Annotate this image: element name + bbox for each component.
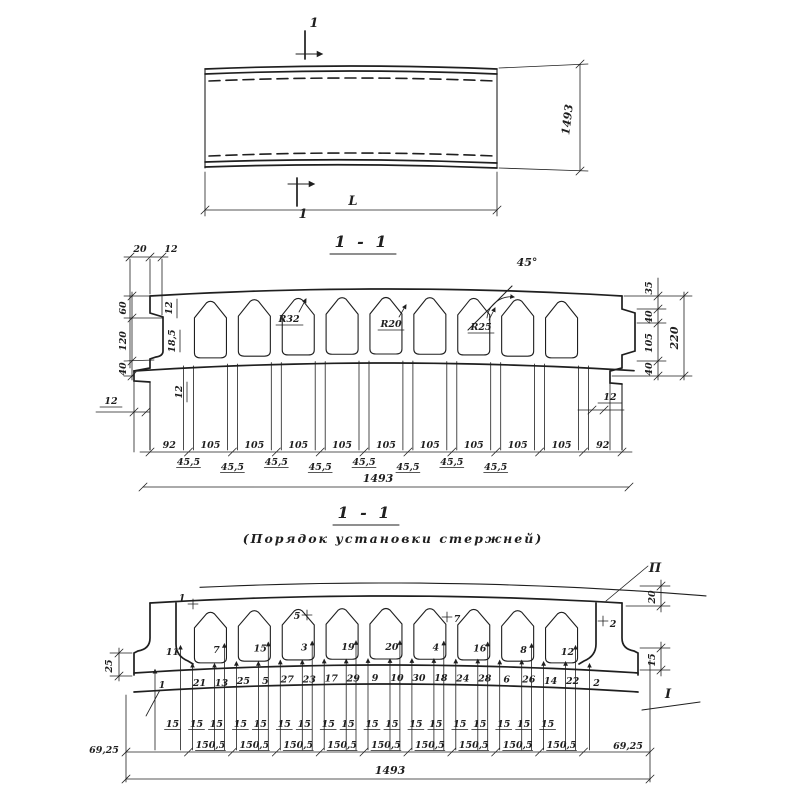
rod-number: 26 — [522, 674, 536, 686]
void-hole — [194, 612, 226, 663]
rod-number-raised: 15 — [253, 643, 267, 655]
dim-105: 105 — [507, 440, 528, 451]
dim-45-5: 45,5 — [220, 462, 244, 473]
dim-12-rib: 12 — [164, 301, 175, 315]
dim-40-r1: 40 — [644, 310, 655, 324]
rod-number: 13 — [214, 677, 229, 689]
radius-r32: R32 — [278, 314, 300, 325]
dim-15: 15 — [385, 719, 399, 730]
dim-105: 105 — [288, 440, 309, 451]
dim-45-5: 45,5 — [264, 457, 288, 468]
dim-18-5: 18,5 — [167, 329, 178, 353]
void-hole — [502, 611, 534, 662]
dim-105: 92 — [162, 440, 176, 451]
dim-20-right: 20 — [647, 590, 658, 604]
dim-105-r: 105 — [644, 333, 655, 353]
dim-150-5: 150,5 — [414, 740, 445, 751]
rod-number-raised: 19 — [341, 642, 355, 654]
dim-12-rib-bottom: 12 — [174, 385, 185, 399]
rod-number: 25 — [236, 675, 251, 687]
top-marker-1: 1 — [178, 593, 186, 604]
dim-105: 105 — [332, 440, 353, 451]
dim-45-5: 45,5 — [352, 457, 376, 468]
plan-view — [201, 16, 588, 222]
angle-label: 45° — [516, 256, 538, 269]
dim-40-left: 40 — [118, 362, 129, 376]
dim-15: 15 — [429, 719, 443, 730]
dim-105: 92 — [596, 440, 610, 451]
dim-40-r2: 40 — [644, 362, 655, 376]
rod-number: 23 — [302, 674, 316, 686]
dim-150-5: 150,5 — [239, 740, 270, 751]
dim-150-5: 150,5 — [283, 740, 314, 751]
slab-edge — [200, 583, 706, 596]
dim-15: 15 — [365, 719, 379, 730]
dim-35: 35 — [644, 281, 655, 295]
radius-r25: R25 — [470, 322, 492, 333]
rod-number: 30 — [412, 673, 426, 685]
slab-edge — [134, 684, 638, 692]
rod-number: 14 — [543, 675, 558, 687]
rod-number: 10 — [390, 673, 404, 685]
void-hole — [326, 298, 358, 355]
top-marker-5: 5 — [293, 611, 301, 622]
void-hole — [238, 300, 270, 357]
plan-section-mark-bottom: 1 — [298, 207, 308, 222]
rod-number: 27 — [280, 674, 294, 686]
view-marker-top-right: П — [648, 561, 662, 576]
void-hole — [546, 301, 578, 358]
dim-220-total: 220 — [668, 326, 681, 350]
dim-15: 15 — [189, 719, 204, 730]
rod-number: 29 — [346, 673, 360, 685]
dim-25-left: 25 — [104, 659, 115, 673]
dim-1493-mid: 1493 — [362, 472, 394, 485]
dim-45-5: 45,5 — [440, 457, 464, 468]
dim-60: 60 — [118, 301, 129, 315]
dim-15: 15 — [540, 719, 555, 730]
dim-15: 15 — [409, 719, 423, 730]
dim-15: 15 — [209, 719, 224, 730]
dim-120: 120 — [118, 331, 129, 351]
rod-number: 18 — [434, 673, 448, 685]
dim-150-5: 150,5 — [502, 740, 533, 751]
dim-15: 15 — [453, 719, 467, 730]
void-hole — [502, 300, 534, 357]
dim-105: 105 — [244, 440, 265, 451]
rod-number-raised: 7 — [213, 644, 220, 656]
rod-number-raised: 8 — [520, 644, 527, 656]
dim-15: 15 — [473, 719, 487, 730]
plan-length-label: L — [348, 194, 358, 209]
dim-150-5: 150,5 — [195, 740, 226, 751]
slab-edge — [150, 289, 622, 296]
dim-15: 15 — [297, 719, 311, 730]
slab-edge — [150, 596, 622, 603]
void-hole — [414, 609, 446, 660]
dim-105: 105 — [200, 440, 221, 451]
top-marker-7: 7 — [453, 614, 461, 625]
dim-15: 15 — [341, 719, 355, 730]
radius-r20: R20 — [380, 319, 402, 330]
plan-geometry — [201, 31, 588, 216]
dim-45-5: 45,5 — [308, 462, 332, 473]
rod-number: 2 — [593, 677, 600, 689]
rod-number: 5 — [262, 675, 269, 687]
rod-number-raised: 12 — [560, 646, 575, 658]
dim-105: 105 — [551, 440, 572, 451]
rod-number: 22 — [565, 675, 580, 687]
rod-number: 9 — [371, 673, 379, 685]
section-title: 1 - 1 — [334, 232, 390, 251]
rod-number: 1 — [158, 680, 166, 691]
dim-150-5: 150,5 — [371, 740, 401, 751]
rod-section-subtitle: (Порядок установки стержней) — [242, 531, 544, 546]
rod-number-raised: 11 — [165, 646, 180, 658]
dim-105: 105 — [463, 440, 484, 451]
top-marker-2: 2 — [609, 619, 617, 630]
plan-section-mark-top: 1 — [309, 16, 319, 31]
section-1-1 — [96, 232, 692, 491]
rod-number: 6 — [503, 674, 511, 686]
section-geometry — [96, 253, 692, 491]
dim-150-5: 150,5 — [546, 740, 577, 751]
dim-1493-rods: 1493 — [374, 764, 406, 777]
section-1-1-rod-order — [89, 503, 706, 783]
plan-height-dim: 1493 — [559, 103, 576, 136]
void-hole — [282, 298, 314, 355]
rod-number: 28 — [478, 673, 492, 685]
view-marker-bottom-right: I — [664, 687, 672, 702]
dim-15: 15 — [233, 719, 248, 730]
dim-105: 105 — [376, 440, 396, 451]
dim-15: 15 — [277, 719, 291, 730]
rod-number-raised: 16 — [473, 643, 487, 655]
slab-edge — [134, 363, 634, 371]
dim-150-5: 150,5 — [458, 740, 489, 751]
dim-45-5: 45,5 — [176, 457, 201, 468]
edge-dim-left: 12 — [104, 396, 118, 407]
rod-number-raised: 3 — [300, 642, 308, 654]
pitch-right: 69,25 — [613, 741, 643, 752]
dim-12-top: 12 — [164, 244, 178, 255]
pitch-left: 69,25 — [89, 745, 119, 756]
dim-15: 15 — [253, 719, 267, 730]
edge-dim-right: 12 — [603, 392, 617, 403]
slab-edge — [134, 665, 638, 673]
rod-number: 17 — [324, 673, 338, 685]
dim-15: 15 — [497, 719, 511, 730]
dim-15: 15 — [321, 719, 335, 730]
dim-150-5: 150,5 — [327, 740, 357, 751]
dim-15: 15 — [516, 719, 531, 730]
rod-number-raised: 20 — [385, 642, 399, 654]
void-hole — [414, 298, 446, 355]
rod-number: 24 — [456, 673, 470, 685]
dim-45-5: 45,5 — [396, 462, 420, 473]
dim-20: 20 — [133, 244, 147, 255]
dim-15-right: 15 — [647, 653, 658, 667]
rod-number-raised: 4 — [432, 642, 440, 654]
rod-number: 21 — [192, 677, 207, 689]
void-hole — [194, 301, 226, 358]
dim-45-5: 45,5 — [484, 462, 508, 473]
dim-15: 15 — [165, 719, 180, 730]
rod-section-title: 1 - 1 — [337, 503, 393, 522]
dim-105: 105 — [419, 440, 440, 451]
